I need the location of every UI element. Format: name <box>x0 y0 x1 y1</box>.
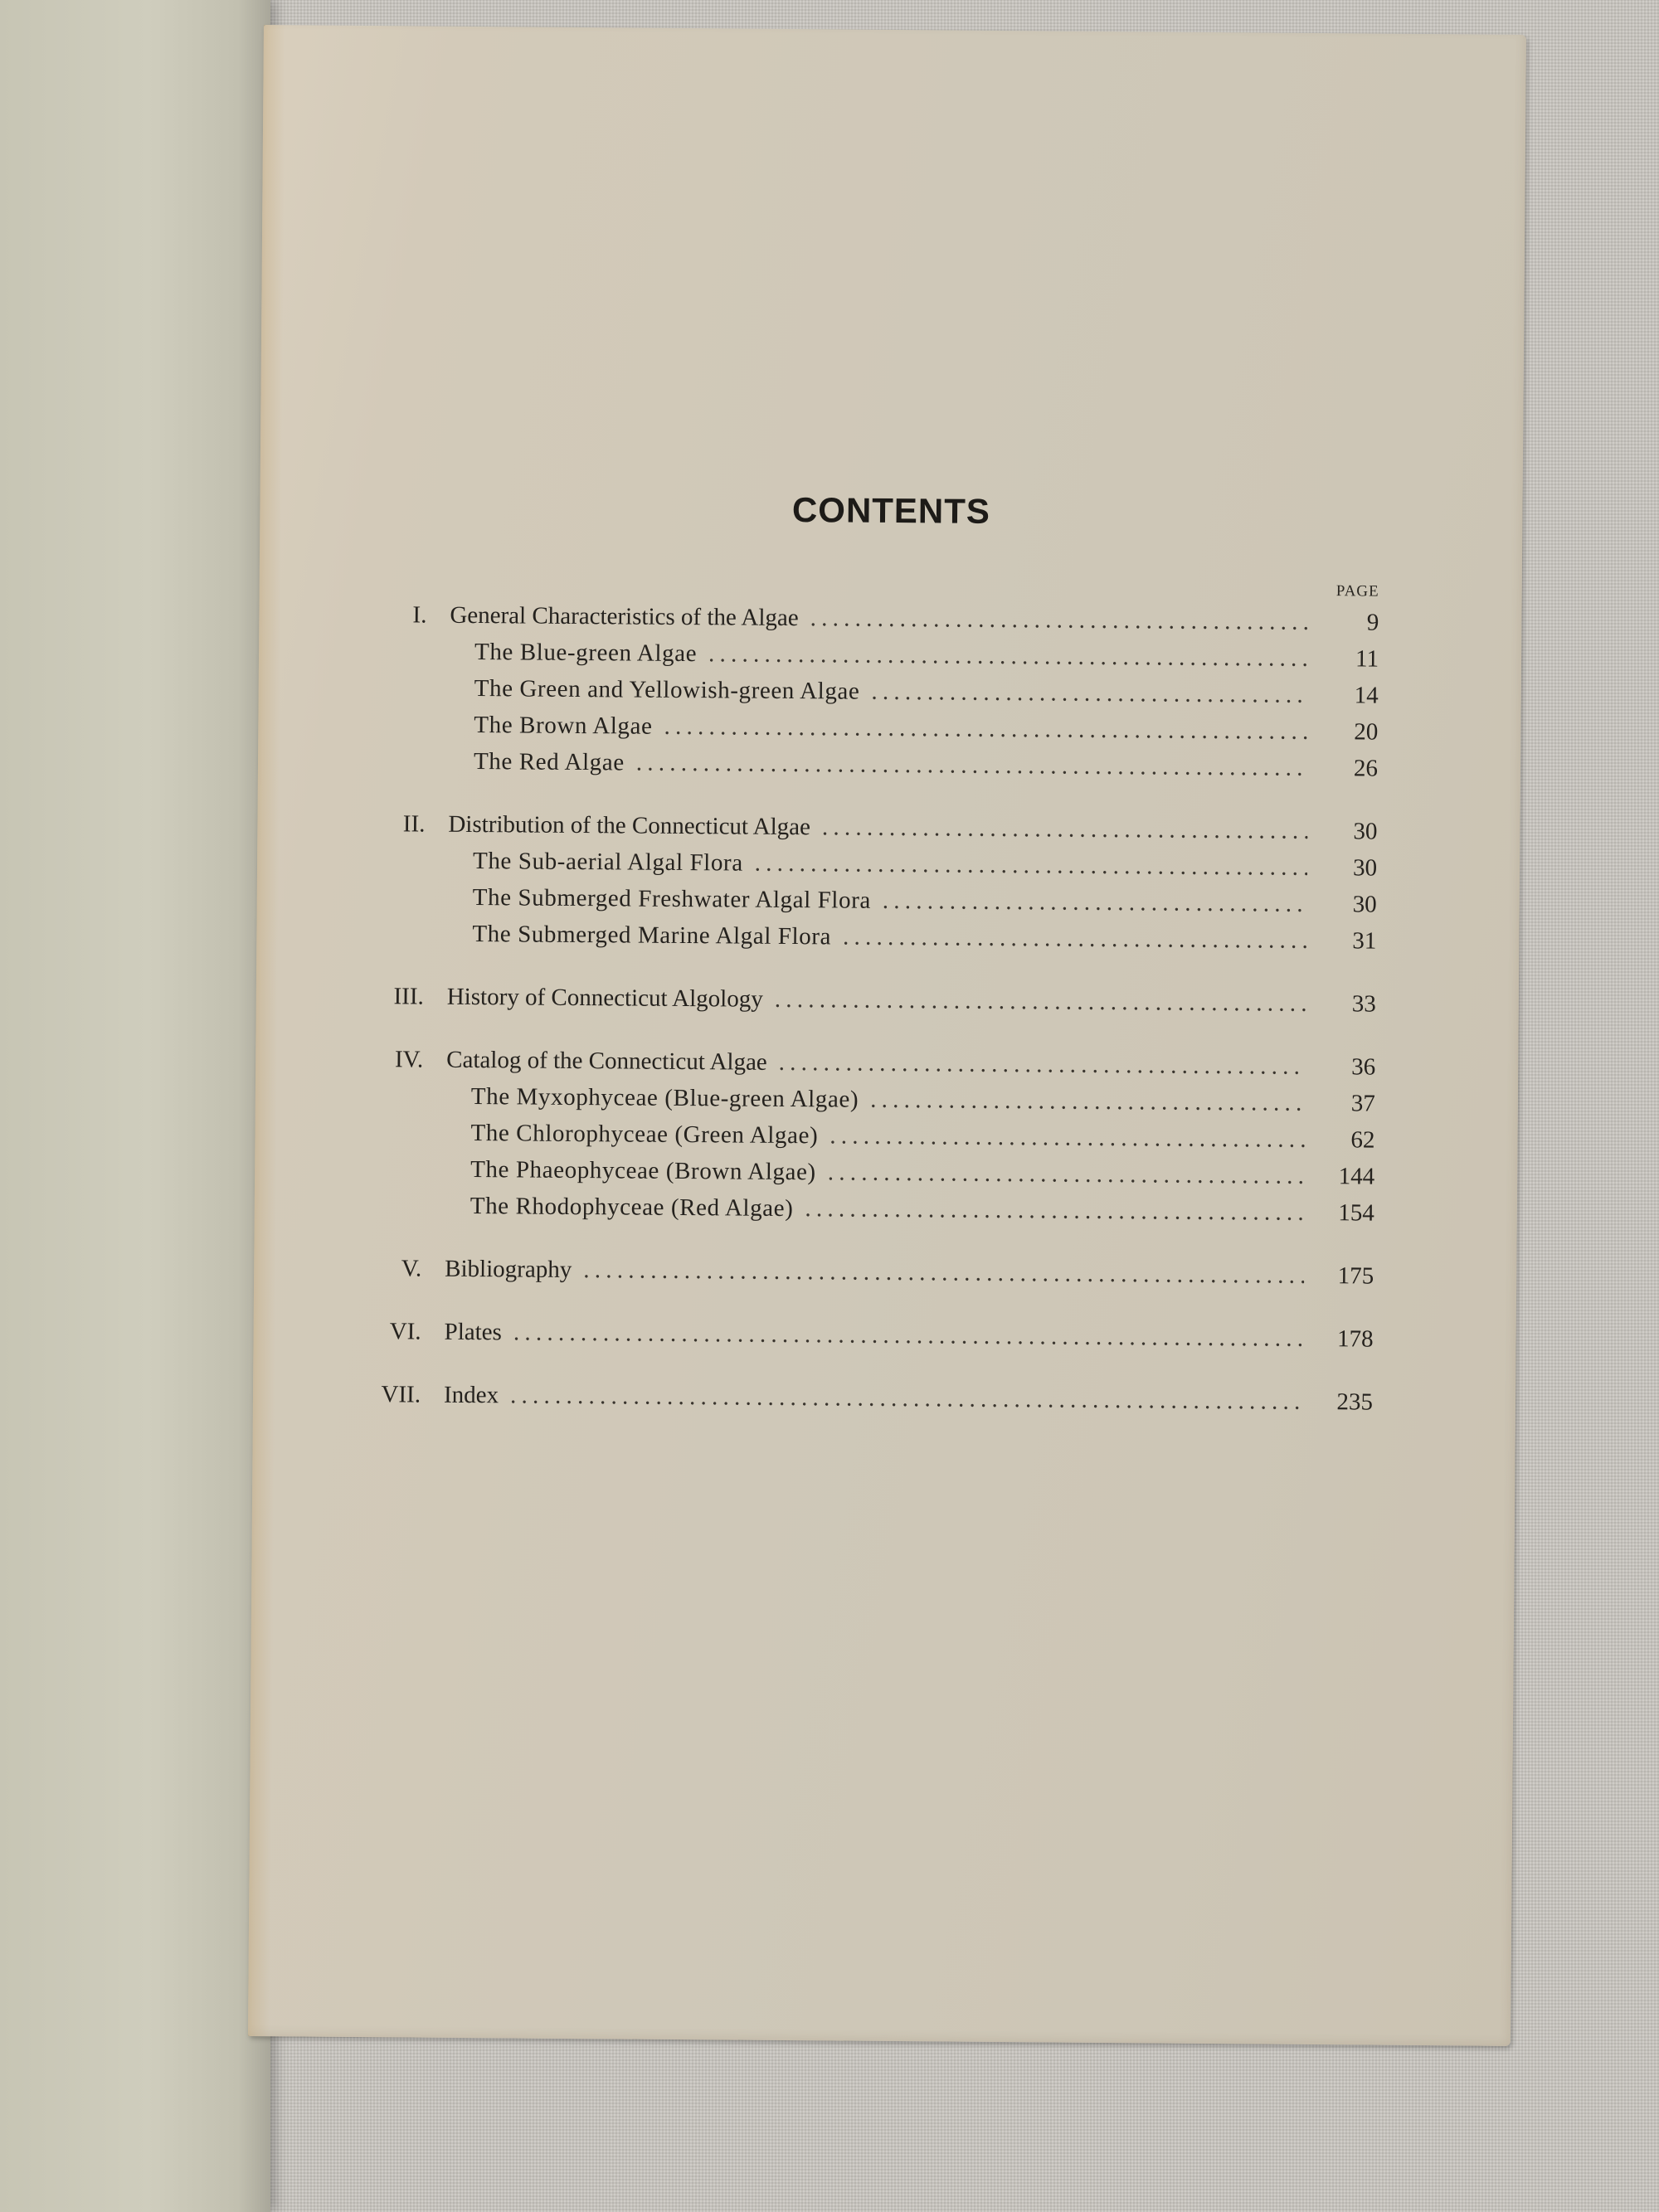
dot-leader <box>871 673 1309 713</box>
page-title: CONTENTS <box>791 490 991 531</box>
dot-leader <box>775 981 1306 1022</box>
dot-leader <box>870 1082 1306 1121</box>
dot-leader <box>664 708 1308 750</box>
page-number: 30 <box>1352 891 1377 918</box>
page-number: 33 <box>1351 990 1376 1018</box>
entry-title: Plates <box>444 1318 503 1346</box>
page-number: 26 <box>1353 755 1379 782</box>
entry-title: General Characteristics of the Algae <box>450 601 799 632</box>
page-number: 20 <box>1354 718 1379 746</box>
entry-title: Bibliography <box>445 1255 572 1283</box>
chapter-numeral: VII. <box>381 1381 421 1408</box>
page-number: 37 <box>1350 1090 1375 1117</box>
chapter-numeral: V. <box>401 1255 422 1282</box>
entry-title: The Red Algae <box>473 748 625 776</box>
dot-leader <box>883 882 1307 922</box>
dot-leader <box>510 1377 1303 1420</box>
table-of-contents <box>328 571 1379 1421</box>
entry-title: The Submerged Freshwater Algal Flora <box>472 884 871 914</box>
dot-leader <box>843 919 1307 959</box>
entry-title: The Chlorophyceae (Green Algae) <box>470 1120 819 1150</box>
dot-leader <box>636 745 1309 786</box>
entry-title: Index <box>443 1381 499 1409</box>
page-number: 62 <box>1350 1126 1375 1154</box>
facing-page <box>0 0 270 2212</box>
entry-title: The Submerged Marine Algal Flora <box>472 921 832 950</box>
dot-leader <box>828 1154 1306 1194</box>
page-number: 30 <box>1353 818 1378 845</box>
dot-leader <box>583 1252 1304 1294</box>
dot-leader <box>755 845 1308 886</box>
page-number: 154 <box>1338 1199 1374 1227</box>
toc-entry[interactable] <box>328 1313 1373 1358</box>
page-number: 175 <box>1337 1262 1374 1290</box>
page-number: 14 <box>1354 682 1379 709</box>
dot-leader <box>810 600 1310 640</box>
dot-leader <box>779 1044 1306 1085</box>
chapter-numeral <box>332 904 448 905</box>
entry-title: The Blue-green Algae <box>474 639 698 668</box>
dot-leader <box>513 1314 1304 1356</box>
page-number: 30 <box>1352 854 1378 882</box>
toc-entry[interactable] <box>328 1376 1373 1421</box>
toc-subentry[interactable] <box>333 742 1378 787</box>
entry-title: The Rhodophyceae (Red Algae) <box>469 1192 794 1223</box>
chapter-numeral: IV. <box>394 1046 424 1073</box>
toc-entry[interactable] <box>328 1250 1374 1295</box>
book-page <box>248 25 1526 2046</box>
page-number: 9 <box>1366 609 1379 636</box>
page-number: 36 <box>1351 1053 1376 1081</box>
page-number: 31 <box>1352 927 1377 955</box>
dot-leader <box>822 809 1308 849</box>
chapter-numeral <box>329 1176 445 1177</box>
page-column-heading: PAGE <box>1335 582 1379 600</box>
toc-entry[interactable] <box>331 978 1376 1023</box>
chapter-numeral <box>333 695 450 696</box>
chapter-numeral: II. <box>402 810 426 838</box>
chapter-numeral <box>330 1103 446 1104</box>
toc-subentry[interactable] <box>331 915 1376 960</box>
entry-title: History of Connecticut Algology <box>446 983 763 1013</box>
entry-title: The Phaeophyceae (Brown Algae) <box>470 1156 816 1186</box>
chapter-numeral: III. <box>393 983 424 1010</box>
page-number: 11 <box>1355 645 1379 673</box>
entry-title: Catalog of the Connecticut Algae <box>446 1046 767 1076</box>
page-number: 235 <box>1336 1388 1374 1416</box>
chapter-numeral <box>333 768 449 769</box>
entry-title: The Brown Algae <box>474 712 653 740</box>
dot-leader <box>805 1190 1305 1231</box>
dot-leader <box>708 635 1309 677</box>
page-number: 178 <box>1336 1325 1374 1353</box>
page-number: 144 <box>1338 1163 1375 1190</box>
entry-title: The Green and Yellowish-green Algae <box>474 675 860 705</box>
toc-subentry[interactable] <box>329 1187 1374 1232</box>
entry-title: The Myxophyceae (Blue-green Algae) <box>470 1083 859 1113</box>
chapter-numeral: VI. <box>389 1318 421 1345</box>
chapter-numeral: I. <box>412 601 427 629</box>
entry-title: The Sub-aerial Algal Flora <box>472 848 743 877</box>
entry-title: Distribution of the Connecticut Algae <box>448 810 811 841</box>
dot-leader <box>830 1117 1306 1158</box>
